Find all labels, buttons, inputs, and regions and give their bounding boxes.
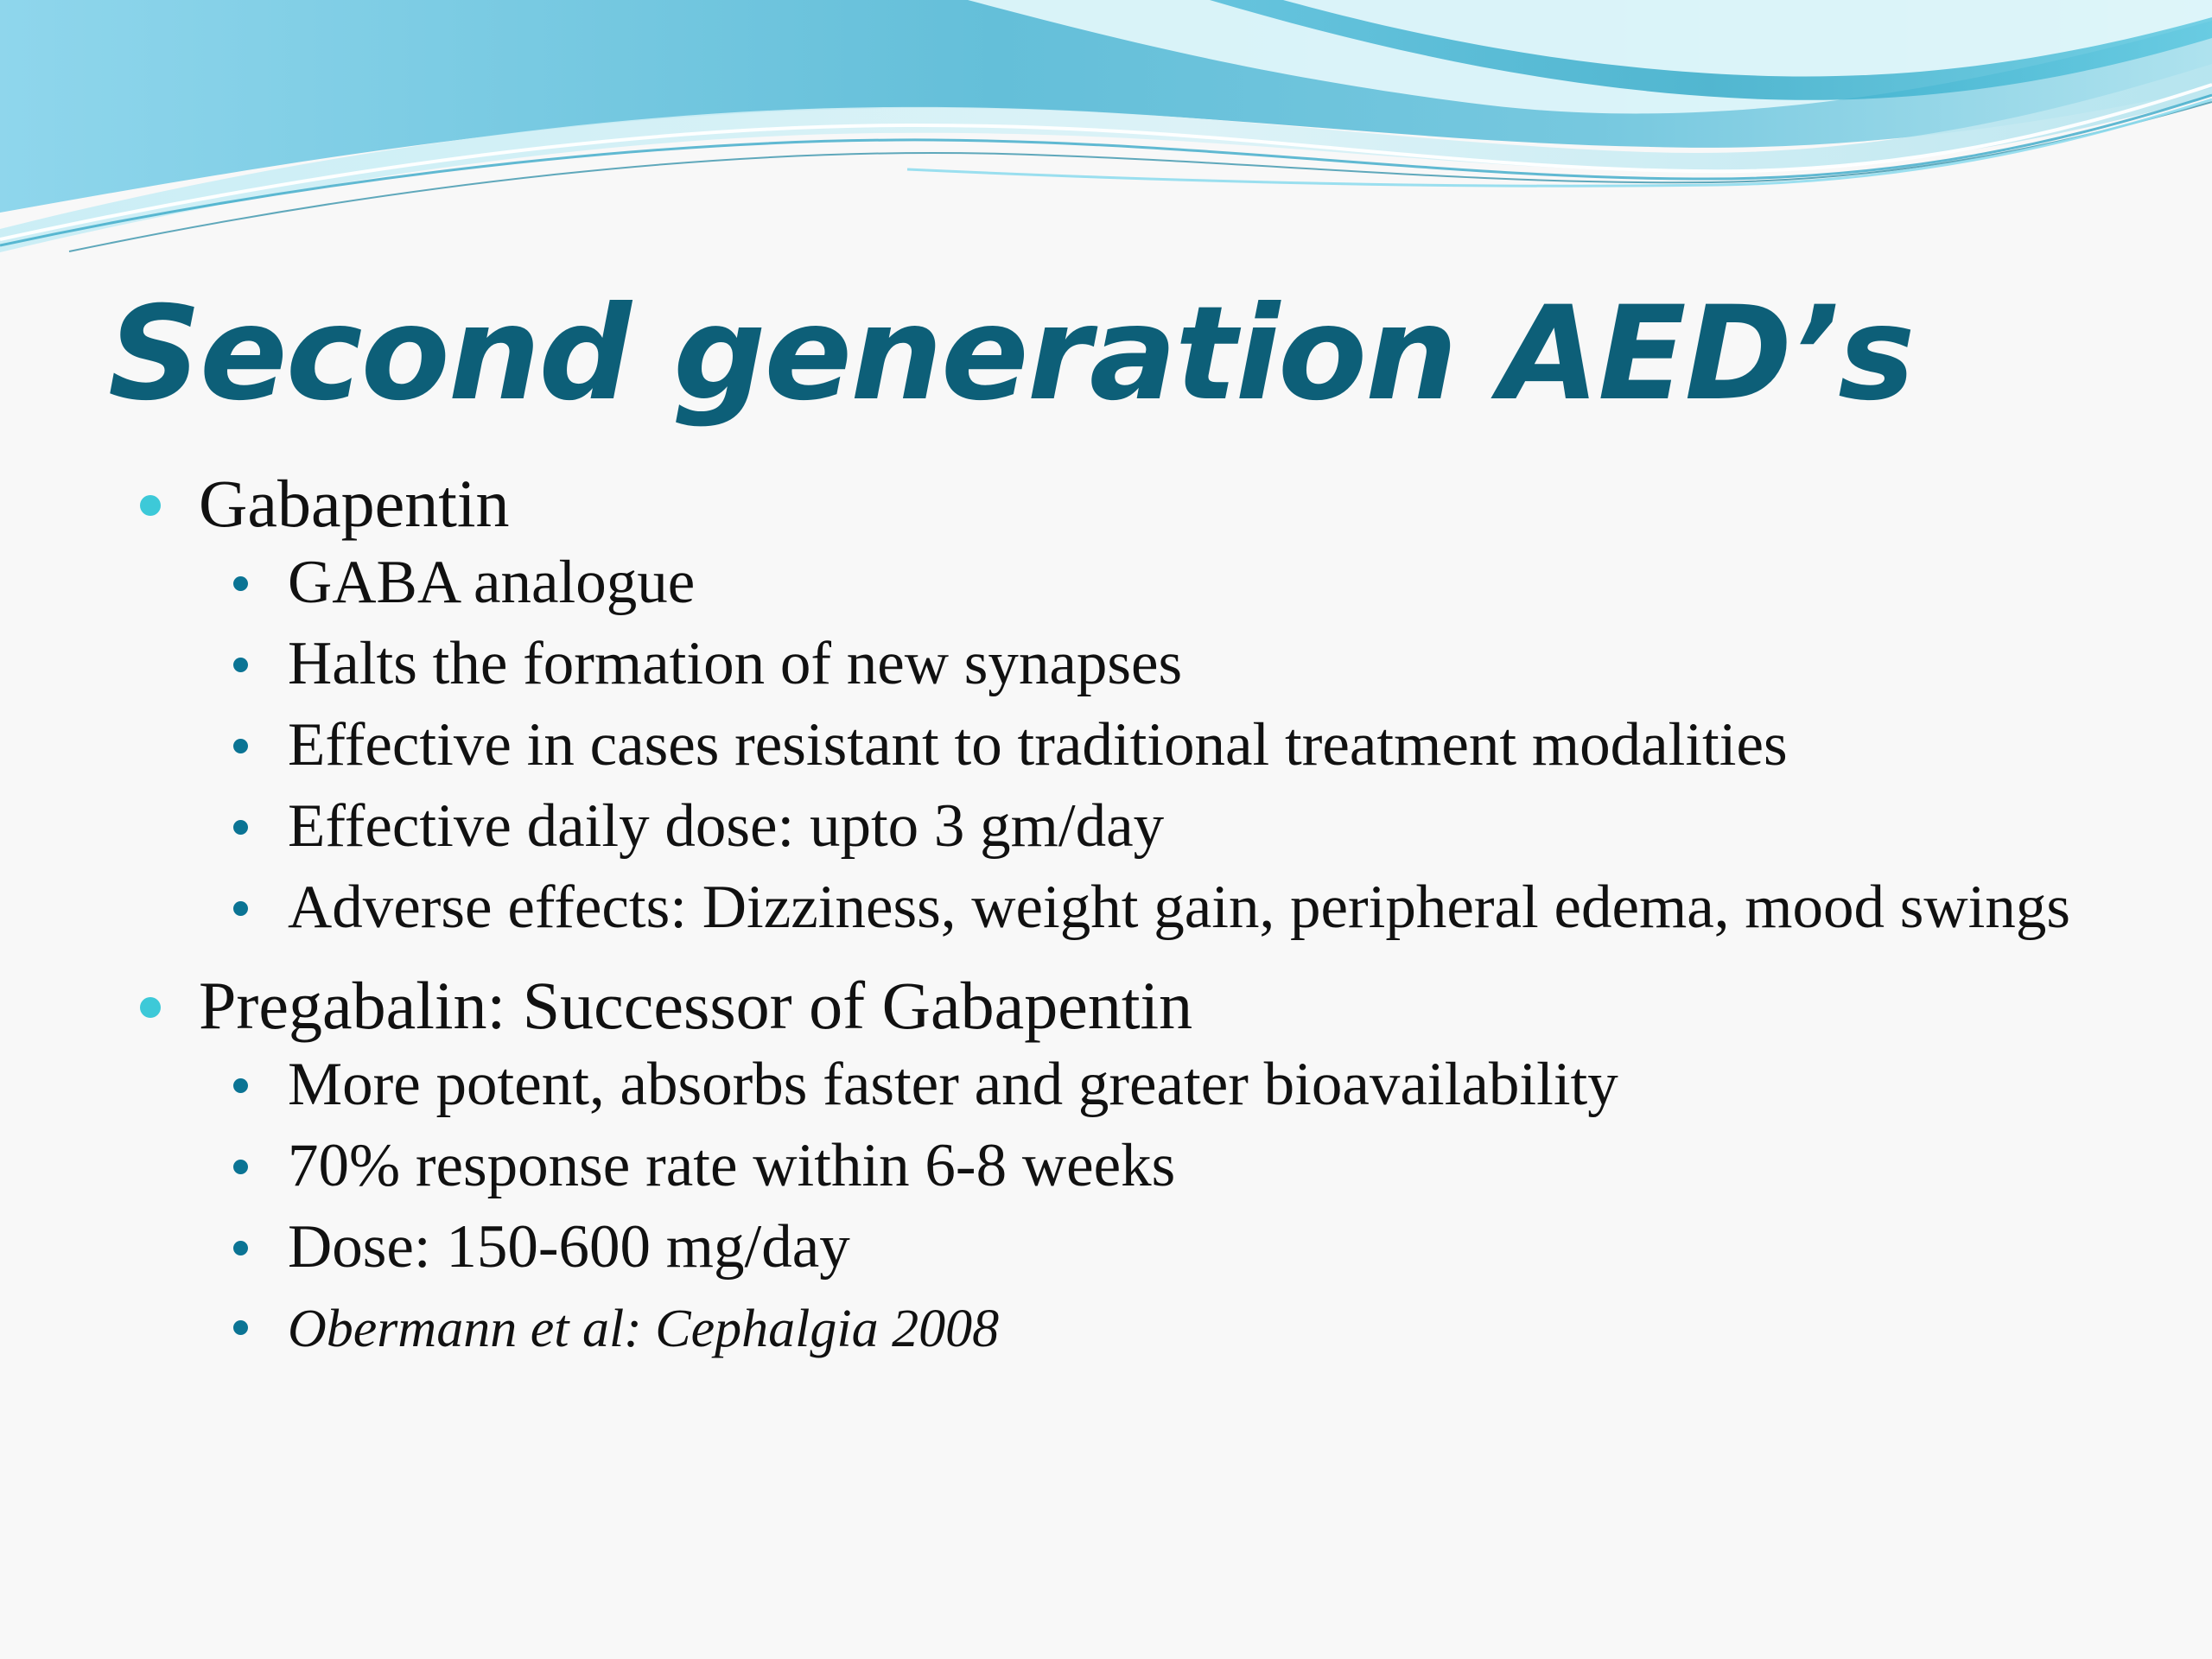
level2-bullet-icon [233,1320,248,1335]
level2-bullet-icon [233,820,248,835]
bullet-gabapentin [138,462,2126,545]
level2-bullet-icon [233,739,248,753]
level2-bullet-icon [233,1241,248,1255]
sub-bullet-effective-cases [233,713,2126,778]
slide-title: Second generation AED’s [108,279,1914,429]
sub-bullet-text: Dose: 150-600 mg/day [288,1213,850,1281]
sub-bullet-text: Effective daily dose: upto 3 gm/day [288,792,1165,860]
sub-bullet-text: 70% response rate within 6-8 weeks [288,1132,1176,1199]
bullet-list [138,462,2126,1362]
level1-bullet-icon [140,997,161,1018]
level2-bullet-icon [233,1078,248,1093]
sub-bullet-adverse-effects [233,875,2126,940]
sub-bullet-text: Halts the formation of new synapses [288,630,1183,697]
level2-bullet-icon [233,658,248,672]
sub-bullet-dose [233,1215,2126,1280]
level1-bullet-icon [140,495,161,516]
decorative-wave-header [0,0,2212,285]
sub-bullet-text: More potent, absorbs faster and greater bioavailability [288,1051,1618,1118]
level2-bullet-icon [233,1160,248,1174]
sub-bullet-more-potent [233,1052,2126,1117]
sub-bullet-gaba-analogue [233,550,2126,615]
sub-bullet-text: Effective in cases resistant to traditional treatment modalities [288,711,1788,779]
bullet-text: Gabapentin [199,466,510,541]
bullet-pregabalin [138,964,2126,1047]
sub-bullet-daily-dose [233,794,2126,859]
sub-bullet-reference [233,1297,2126,1362]
sub-bullet-text: Adverse effects: Dizziness, weight gain, peripheral edema, mood swings [288,874,2070,941]
level2-bullet-icon [233,576,248,591]
bullet-text: Pregabalin: Successor of Gabapentin [199,968,1193,1043]
reference-text: Obermann et al: Cephalgia 2008 [288,1300,1000,1358]
sub-bullet-text: GABA analogue [288,549,696,616]
sub-bullet-response-rate [233,1134,2126,1198]
sub-bullet-halts-synapses [233,632,2126,696]
level2-bullet-icon [233,901,248,916]
